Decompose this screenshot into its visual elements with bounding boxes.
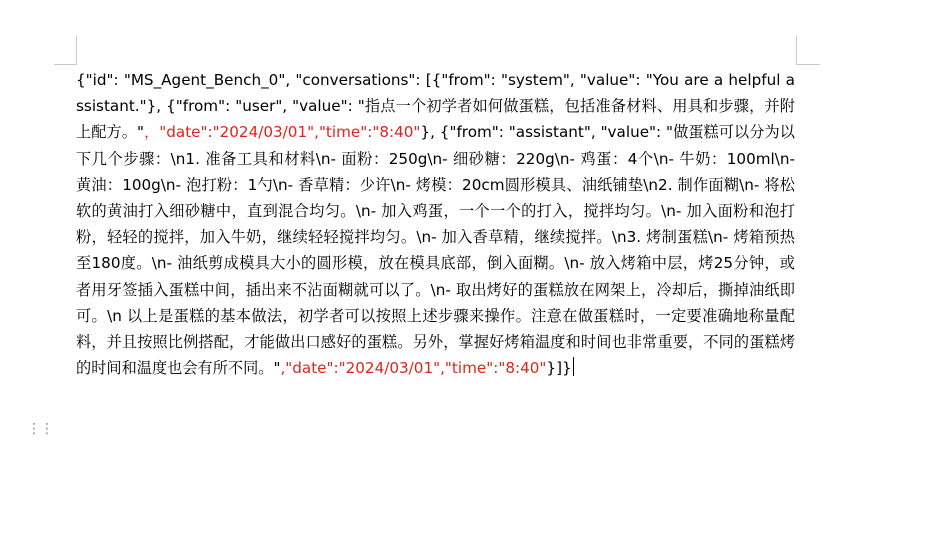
- document-body[interactable]: [76, 67, 795, 381]
- text-segment: {"id": "MS_Agent_Bench_0", "conversations": [{"from": "system", "value": "You are a helpful assistant."}, {"from": "user", "value": "指点一个初学者如何做蛋糕，包括准备材料、用具和步骤，并附上配方。": [76, 71, 795, 142]
- drag-handle-icon[interactable]: ⋮⋮: [27, 421, 53, 437]
- highlighted-date-time: ,"date":"2024/03/01","time":"8:40": [280, 359, 547, 378]
- text-segment: }, {"from": "assistant", "value": "做蛋糕可以分为以下几个步骤：\n1. 准备工具和材料\n- 面粉：250g\n- 细砂糖：220g\n- 鸡蛋：4个\n- 牛奶：100ml\n- 黄油：100g\n- 泡打粉：1勺\n- 香草精：少许\n- 烤模：20cm圆形模具、油纸铺垫\n2. 制作面糊\n- 将松软的黄油打入细砂糖中，直到混合均匀。\n- 加入鸡蛋，一个一个的打入，搅拌均匀。\n- 加入面粉和泡打粉，轻轻的搅拌，加入牛奶，继续轻轻搅拌均匀。\n- 加入香草精，继续搅拌。\n3. 烤制蛋糕\n- 烤箱预热至180度。\n- 油纸剪成模具大小的圆形模，放在模具底部，倒入面糊。\n- 放入烤箱中层，烤25分钟，或者用牙签插入蛋糕中间，插出来不沾面糊就可以了。\n- 取出烤好的蛋糕放在网架上，冷却后，撕掉油纸即可。\n 以上是蛋糕的基本做法，初学者可以按照上述步骤来操作。注意在做蛋糕时，一定要准确地称量配料，并且按照比例搭配，才能做出口感好的蛋糕。另外，掌握好烤箱温度和时间也非常重要，不同的蛋糕烤的时间和温度也会有所不同。": [76, 123, 795, 378]
- text-segment: }]}: [546, 359, 572, 378]
- text-cursor: [573, 357, 574, 376]
- highlighted-date-time: ，"date":"2024/03/01","time":"8:40": [143, 123, 421, 142]
